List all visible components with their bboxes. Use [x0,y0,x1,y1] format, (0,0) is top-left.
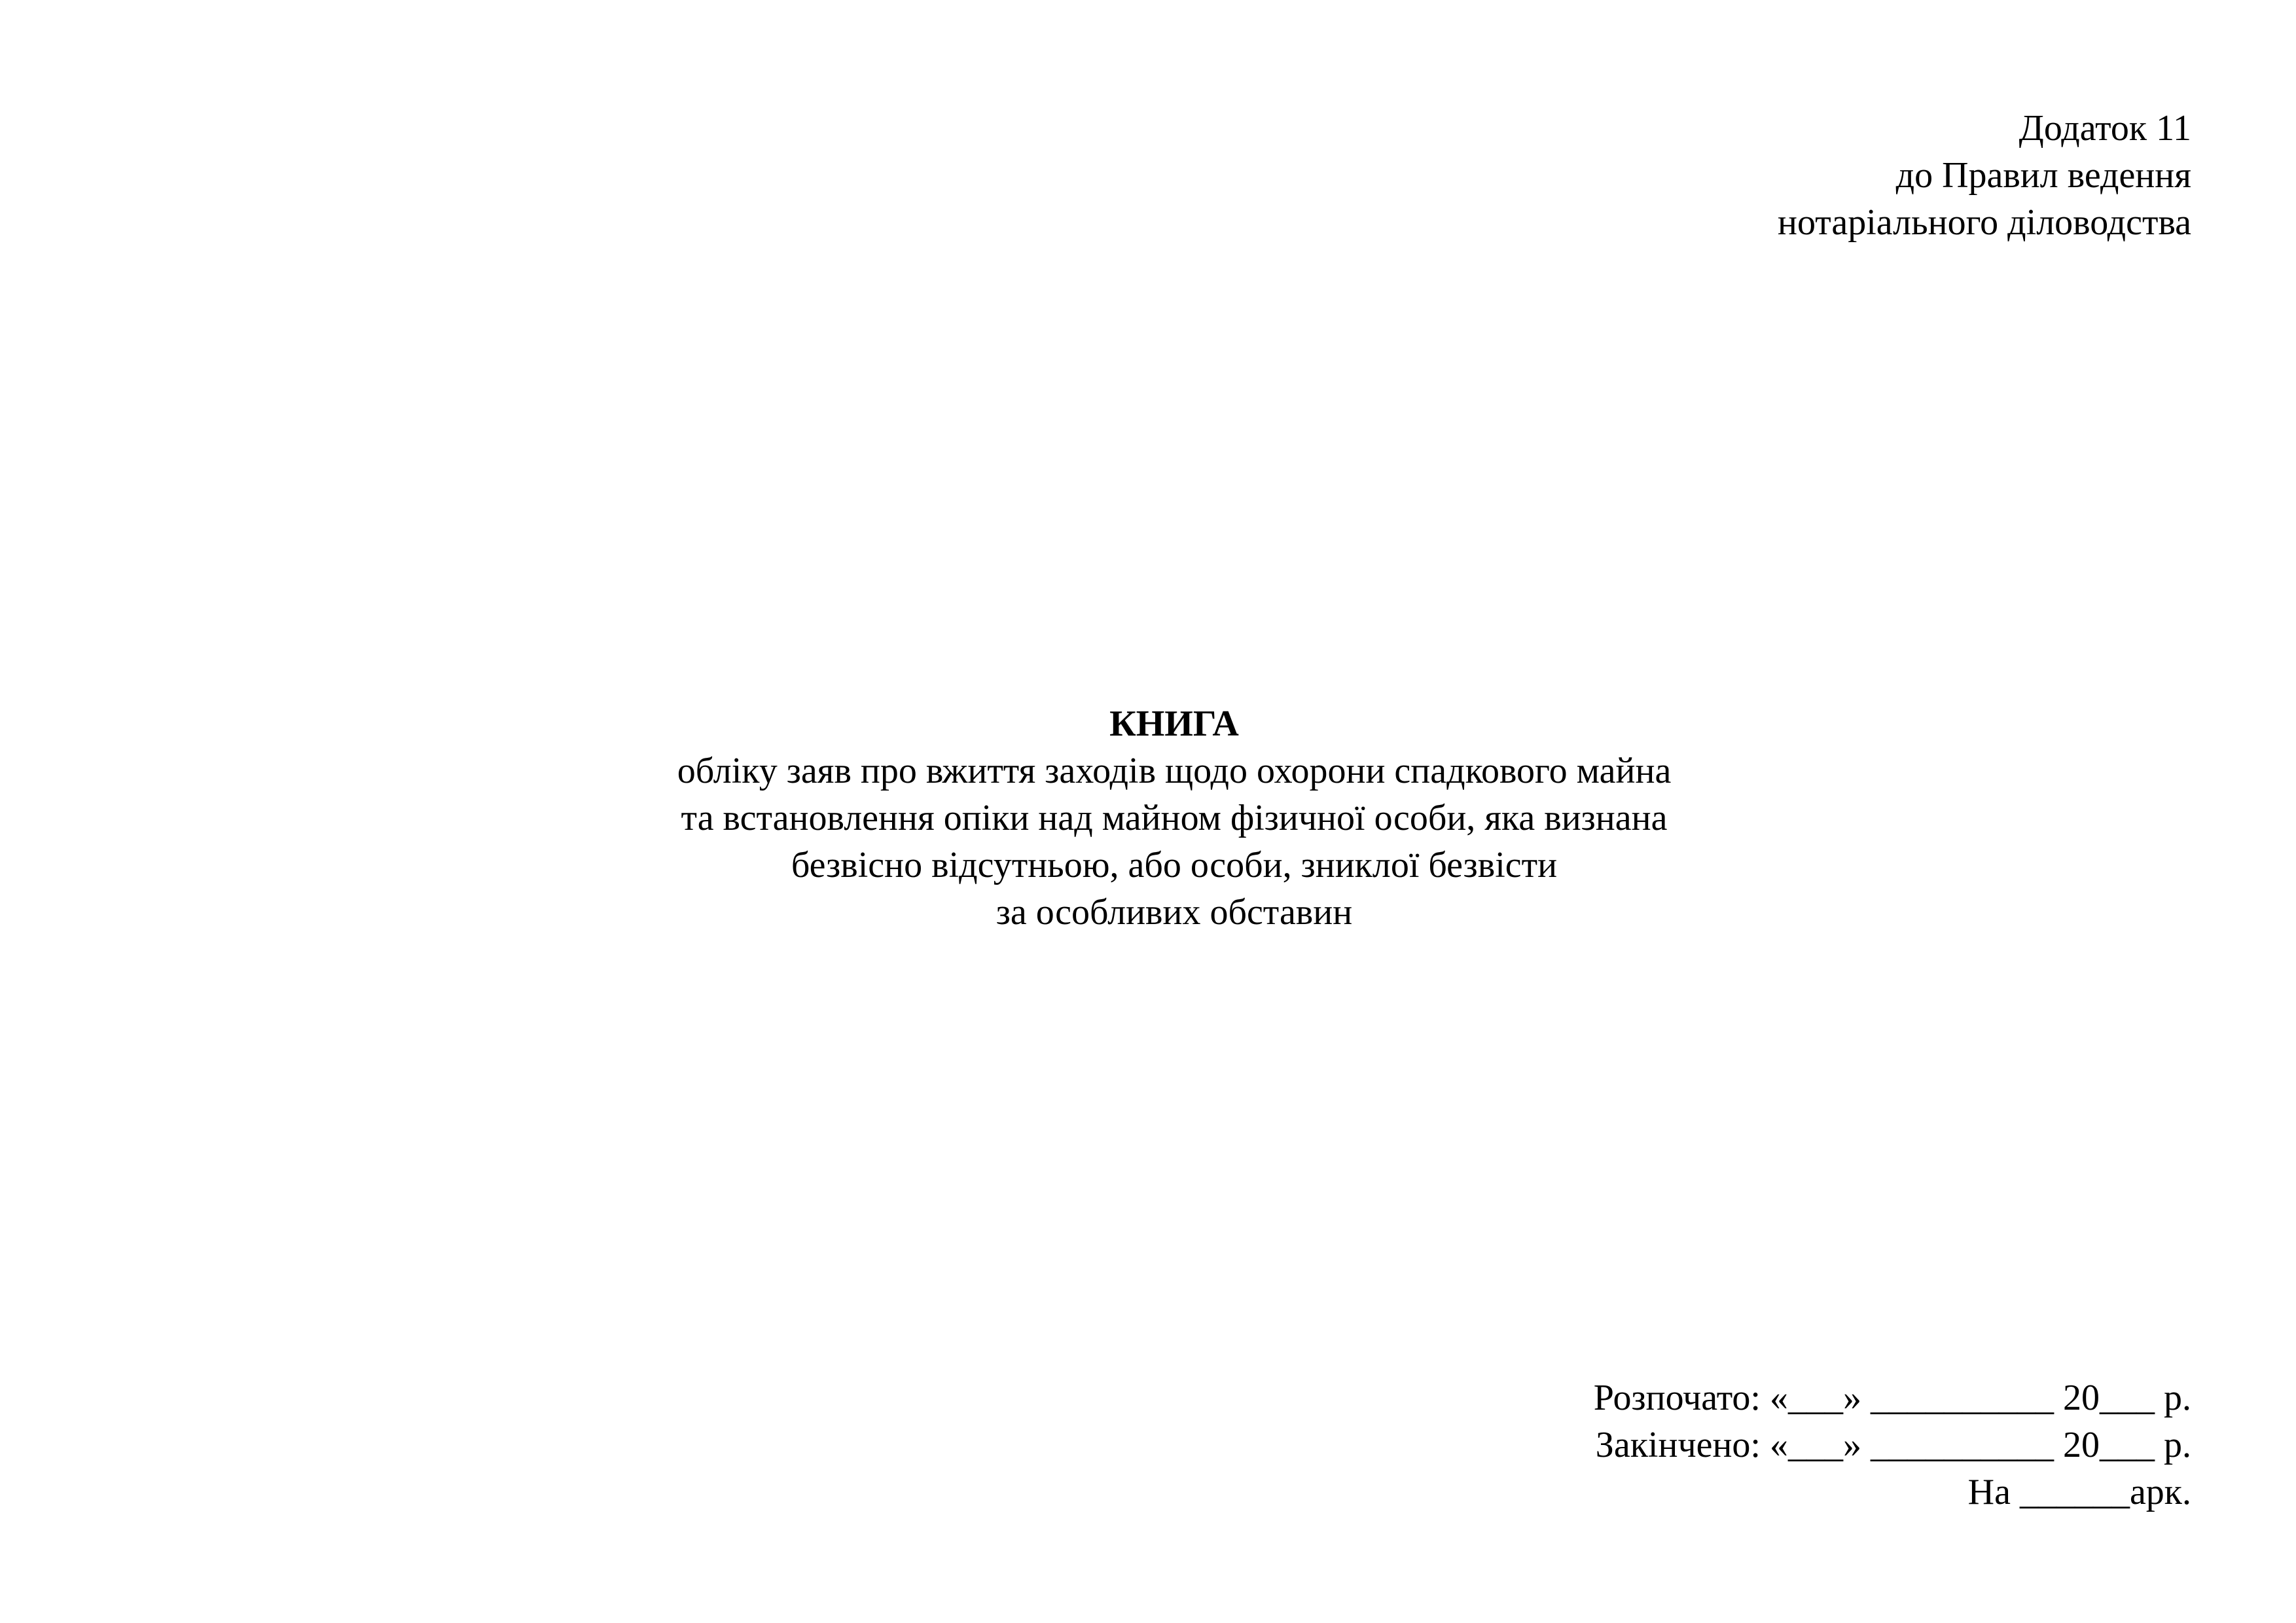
book-subtitle-line-2: та встановлення опіки над майном фізичної особи, яка визнана [681,798,1668,838]
annex-rules-name: нотаріального діловодства [1778,202,2191,243]
annex-rules-line: до Правил ведення [1895,155,2191,196]
finished-date-line: Закінчено: «___» __________ 20___ р. [1595,1425,2191,1465]
started-date-line: Розпочато: «___» __________ 20___ р. [1593,1378,2191,1418]
book-heading: КНИГА [1109,704,1239,744]
book-subtitle-line-4: за особливих обставин [996,892,1353,933]
annex-reference [1778,105,2191,246]
annex-number: Додаток 11 [2018,108,2191,149]
book-dates-block [1594,1374,2191,1516]
book-subtitle-line-3: безвісно відсутньою, або особи, зниклої безвісти [791,845,1558,885]
book-subtitle-line-1: обліку заяв про вжиття заходів щодо охорони спадкового майна [677,751,1672,791]
book-title-block [0,700,2296,936]
sheet-count-line: На ______арк. [1967,1472,2191,1512]
